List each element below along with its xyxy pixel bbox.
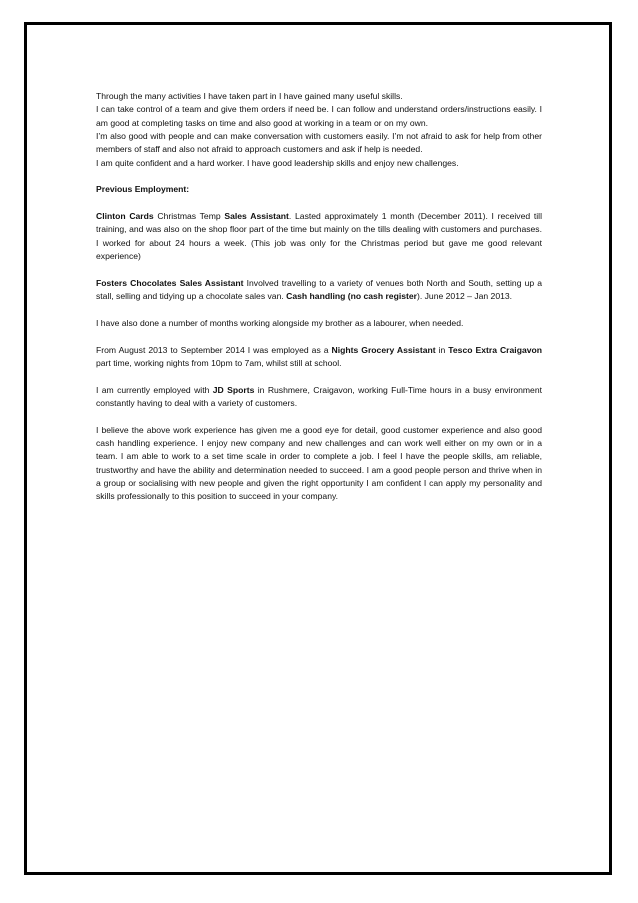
tesco-role: Nights Grocery Assistant bbox=[331, 344, 436, 355]
fosters-role: Fosters Chocolates Sales Assistant bbox=[96, 277, 244, 288]
clinton-cards-paragraph bbox=[96, 210, 542, 263]
clinton-role: Sales Assistant bbox=[224, 211, 289, 222]
fosters-cash: Cash handling (no cash register bbox=[286, 291, 417, 302]
jd-text-1: I am currently employed with bbox=[96, 384, 213, 395]
skills-paragraph-3: I am quite confident and a hard worker. I have good leadership skills and enjoy new challenges. bbox=[96, 157, 459, 168]
tesco-employer: Tesco Extra Craigavon bbox=[448, 344, 542, 355]
clinton-employer: Clinton Cards bbox=[96, 211, 154, 222]
fosters-text-2: ). June 2012 – Jan 2013. bbox=[416, 291, 513, 302]
tesco-text-2: in bbox=[435, 344, 449, 355]
previous-employment-heading bbox=[96, 183, 542, 196]
fosters-paragraph bbox=[96, 277, 542, 304]
jd-sports-paragraph bbox=[96, 384, 542, 411]
clinton-text-2: . Lasted approximately 1 month (December 2011). I received till training, and was also on the shop floor part of the time but mainly on the tills dealing with customers and purchases. I worked for about 24 hours a week. (This job was only for the Christmas period but gave me good relevant experience) bbox=[96, 211, 542, 262]
skills-intro: Through the many activities I have taken part in I have gained many useful skills. bbox=[96, 91, 403, 101]
clinton-text-1: Christmas Temp bbox=[153, 211, 225, 222]
jd-text-2: in Rushmere, Craigavon, working Full-Time hours in a busy environment constantly having to deal with a variety of customers. bbox=[96, 384, 542, 408]
skills-paragraph-2: I’m also good with people and can make conversation with customers easily. I’m not afraid to ask for help from other members of staff and also not afraid to approach customers and ask if help is needed. bbox=[96, 131, 542, 155]
document-body bbox=[96, 90, 542, 517]
tesco-text-3: part time, working nights from 10pm to 7am, whilst still at school. bbox=[96, 357, 342, 368]
heading-text: Previous Employment: bbox=[96, 184, 190, 195]
closing-paragraph: I believe the above work experience has given me a good eye for detail, good customer experience and also good cash handling experience. I enjoy new company and new challenges and can work well either on my own or in a team. I am able to work to a set time scale in order to complete a job. I feel I have the people skills, am reliable, trustworthy and have the ability and determination needed to succeed. I am a good people person and thrive when in a group or socialising with new people and given the right opportunity I am confident I can apply my personality and skills professionally to this position to succeed in your company. bbox=[96, 424, 542, 502]
labourer-paragraph: I have also done a number of months working alongside my brother as a labourer, when needed. bbox=[96, 317, 464, 328]
tesco-paragraph bbox=[96, 344, 542, 371]
fosters-text-1: Involved travelling to a variety of venues both North and South, setting up a stall, selling and tidying up a chocolate sales van. bbox=[96, 277, 543, 302]
skills-paragraph-1: I can take control of a team and give them orders if need be. I can follow and understand orders/instructions easily. I am good at completing tasks on time and also good at working in a team or on my own. bbox=[96, 104, 542, 128]
tesco-text-1: From August 2013 to September 2014 I was employed as a bbox=[96, 344, 332, 355]
jd-employer: JD Sports bbox=[212, 384, 255, 395]
